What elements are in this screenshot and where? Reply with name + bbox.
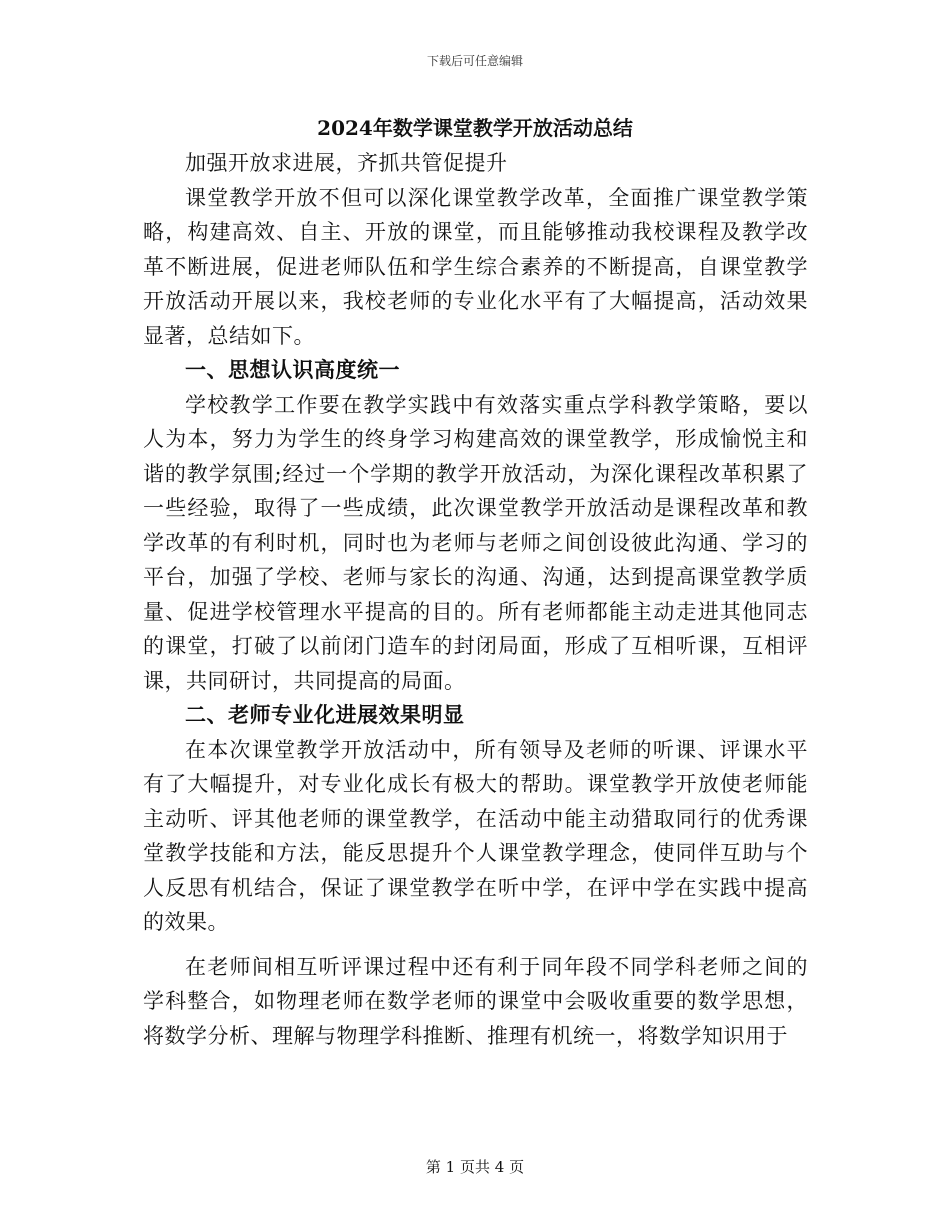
document-title: 2024年数学课堂教学开放活动总结	[317, 116, 633, 140]
header-note: 下载后可任意编辑	[426, 54, 523, 68]
intro-paragraph: 课堂教学开放不但可以深化课堂教学改革，全面推广课堂教学策略，构建高效、自主、开放的课堂，而且能够推动我校课程及教学改革不断进展，促进老师队伍和学生综合素养的不断提高，自课堂教学开放活动开展以来，我校老师的专业化水平有了大幅提高，活动效果显著，总结如下。	[143, 185, 808, 348]
section-heading-1: 一、思想认识高度统一	[185, 357, 400, 382]
section-2-paragraph-1: 在本次课堂教学开放活动中，所有领导及老师的听课、评课水平有了大幅提升，对专业化成长有极大的帮助。课堂教学开放使老师能主动听、评其他老师的课堂教学，在活动中能主动猎取同行的优秀课堂教学技能和方法，能反思提升个人课堂教学理念，使同伴互助与个人反思有机结合，保证了课堂教学在听中学，在评中学在实践中提高的效果。	[143, 737, 808, 934]
section-1-paragraph: 学校教学工作要在教学实践中有效落实重点学科教学策略，要以人为本，努力为学生的终身学习构建高效的课堂教学，形成愉悦主和谐的教学氛围;经过一个学期的教学开放活动，为深化课程改革积累了一些经验，取得了一些成绩，此次课堂教学开放活动是课程改革和教学改革的有利时机，同时也为老师与老师之间创设彼此沟通、学习的平台，加强了学校、老师与家长的沟通、沟通，达到提高课堂教学质量、促进学校管理水平提高的目的。所有老师都能主动走进其他同志的课堂，打破了以前闭门造车的封闭局面，形成了互相听课，互相评课，共同研讨，共同提高的局面。	[143, 392, 808, 693]
page-indicator: 第 1 页共 4 页	[425, 1158, 525, 1176]
subtitle-paragraph: 加强开放求进展，齐抓共管促提升	[185, 151, 508, 175]
section-heading-2: 二、老师专业化进展效果明显	[185, 702, 465, 727]
document-body	[143, 146, 808, 1053]
section-2-paragraph-2: 在老师间相互听评课过程中还有利于同年段不同学科老师之间的学科整合，如物理老师在数学老师的课堂中会吸收重要的数学思想，将数学分析、理解与物理学科推断、推理有机统一，将数学知识用于	[143, 954, 808, 1048]
